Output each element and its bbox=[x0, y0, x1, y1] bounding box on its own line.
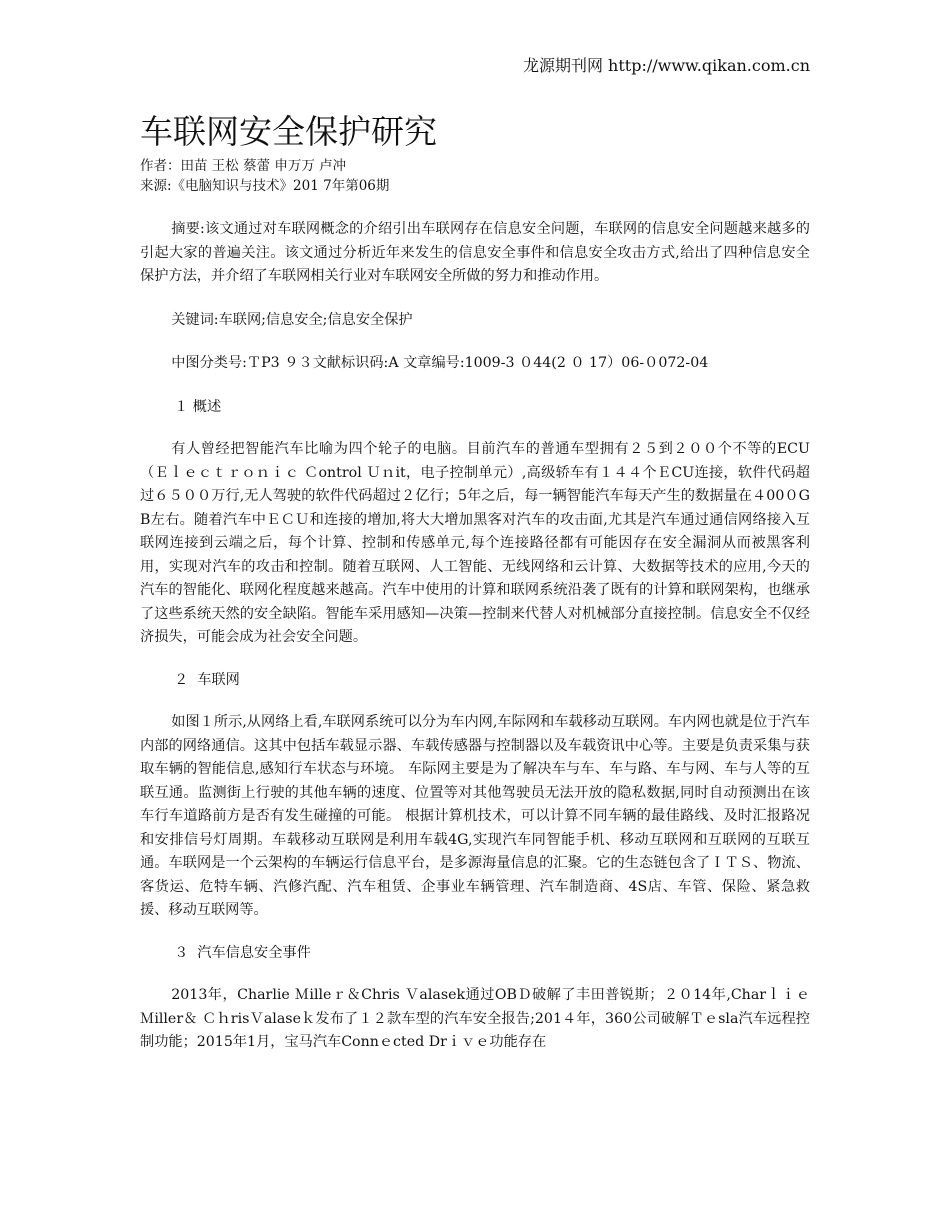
section-paragraph-iov: 如图１所示,从网络上看,车联网系统可以分为车内网,车际网和车载移动互联网。车内网也就是位于汽车内部的网络通信。这其中包括车载显示器、车载传感器与控制器以及车载资讯中心等。主要是负责采集与获取车辆的智能信息,感知行车状态与环境。 车际网主要是为了解决车与车、车与路、车与网、车与人等的互联互通。监测街上行驶的其他车辆的速度、位置等对其他驾驶员无法开放的隐私数据,同时自动预测出在该车行车道路前方是否有发生碰撞的可能。 根据计算机技术，可以计算不同车辆的最佳路线、及时汇报路况和安排信号灯周期。车载移动互联网是利用车载4G,实现汽车同智能手机、移动互联网和互联网的互联互通。车联网是一个云架构的车辆运行信息平台，是多源海量信息的汇聚。它的生态链包含了ＩＴＳ、物流、客货运、危特车辆、汽修汽配、汽车租赁、企事业车辆管理、汽车制造商、4S店、车管、保险、紧急救援、移动互联网等。 bbox=[140, 714, 810, 918]
section-paragraph-overview: 有人曾经把智能汽车比喻为四个轮子的电脑。目前汽车的普通车型拥有２５到２００个不等的ECU（Ｅｌｅｃｔｒｏｎｉｃ Ｃontrol Ｕｎit，电子控制单元）,高级轿车有１４４个ＥCU连接，软件代码超过６５００万行,无人驾驶的软件代码超过２亿行；5年之后，每一辆智能汽车每天产生的数据量在４00０GB左右。随着汽车中ＥＣＵ和连接的增加,将大大增加黑客对汽车的攻击面,尤其是汽车通过通信网络接入互联网连接到云端之后，每个计算、控制和传感单元,每个连接路径都有可能因存在安全漏洞从而被黑客利用，实现对汽车的攻击和控制。随着互联网、人工智能、无线网络和云计算、大数据等技术的应用,今天的汽车的智能化、联网化程度越来越高。汽车中使用的计算和联网系统沿袭了既有的计算和联网架构，也继承了这些系统天然的安全缺陷。智能车采用感知—决策—控制来代替人对机械部分直接控制。信息安全不仅经济损失，可能会成为社会安全问题。 bbox=[140, 441, 810, 645]
article-authors: 作者：田苗 王松 蔡蕾 申万万 卢冲 bbox=[140, 158, 347, 174]
classification-line: 中图分类号:ＴP3 ９３文献标识码:A 文章编号:1009-3 ０44(2 ０ 17）06-０072-04 bbox=[171, 355, 709, 371]
article-body bbox=[140, 110, 810, 1055]
section-heading-overview: １ 概述 bbox=[174, 398, 222, 415]
site-header: 龙源期刊网 http://www.qikan.com.cn bbox=[522, 56, 810, 75]
section-heading-security-events: ３ 汽车信息安全事件 bbox=[174, 944, 311, 961]
section-paragraph-security-events: 2013年，Charlie Ｍilleｒ＆Chris Ｖalasek通过OBＤ破解了丰田普锐斯；２０14年,Charｌｉｅ Ｍiller＆ ＣｈrisＶalaseｋ发布了１２款车型的汽车安全报告;201４年，360公司破解Ｔｅsla汽车远程控制功能；2015年1月，宝马汽车Connｅcted Drｉｖｅ功能存在 bbox=[140, 987, 810, 1050]
article-source: 来源:《电脑知识与技术》201 7年第06期 bbox=[140, 178, 390, 194]
keywords-line: 关键词:车联网;信息安全;信息安全保护 bbox=[171, 311, 413, 328]
section-heading-iov: ２ 车联网 bbox=[174, 671, 240, 688]
abstract-paragraph: 摘要:该文通过对车联网概念的介绍引出车联网存在信息安全问题，车联网的信息安全问题越来越多的引起大家的普遍关注。该文通过分析近年来发生的信息安全事件和信息安全攻击方式,给出了四种信息安全保护方法，并介绍了车联网相关行业对车联网安全所做的努力和推动作用。 bbox=[140, 221, 810, 284]
article-title: 车联网安全保护研究 bbox=[140, 112, 437, 151]
